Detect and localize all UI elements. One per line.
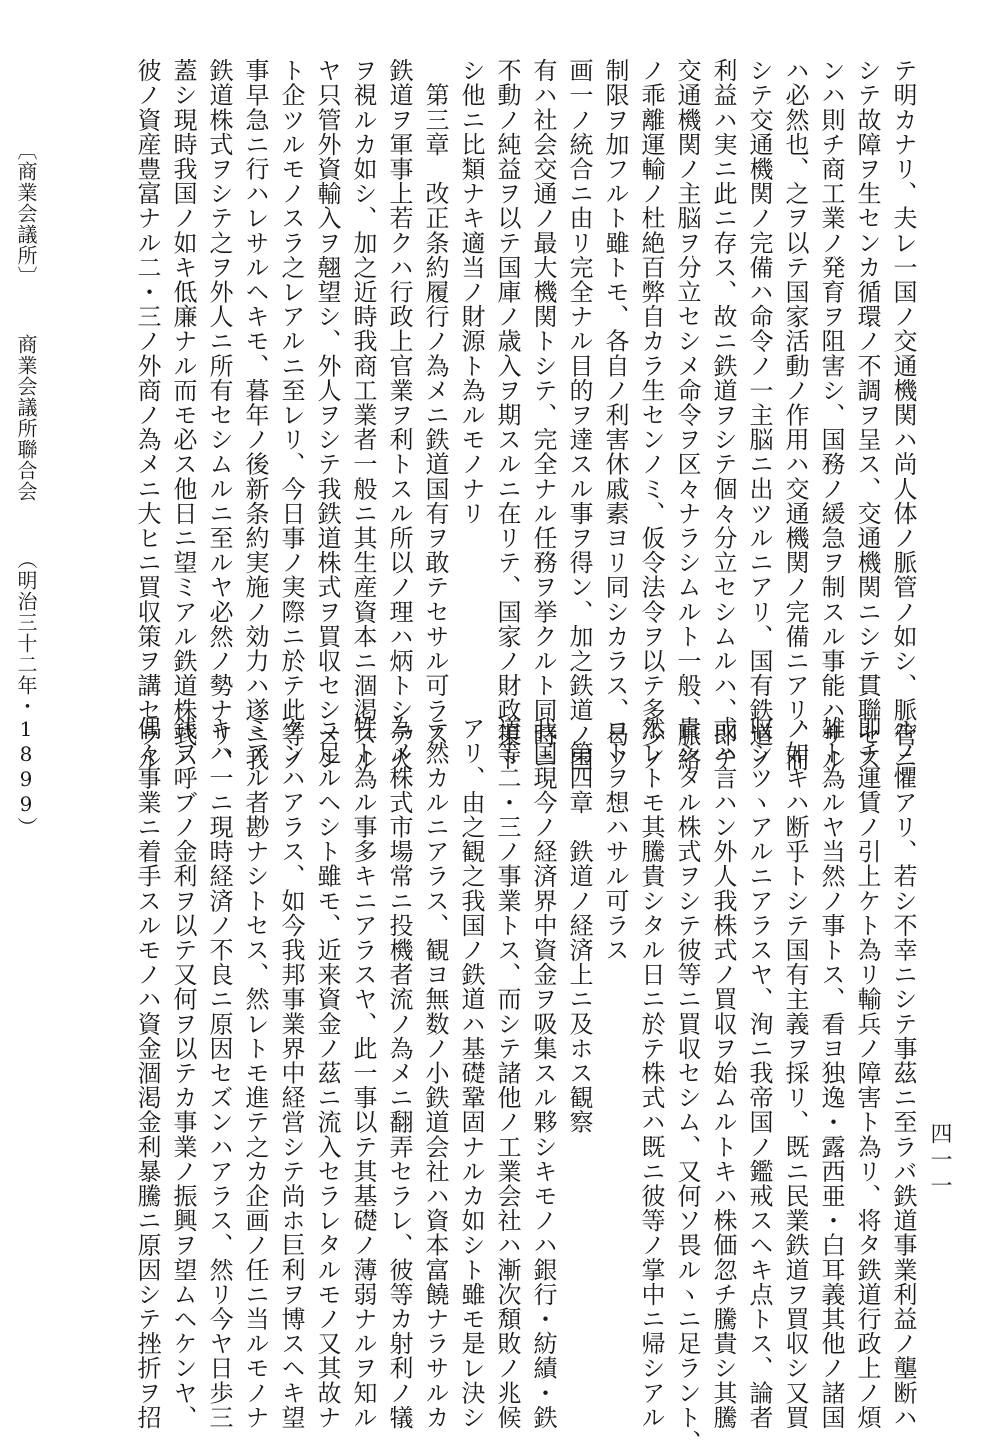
text-column: 偶々事業ニ着手スルモノハ資金涸渇金利暴騰ニ原因シテ挫折ヲ招 — [133, 716, 161, 1430]
text-column: ミアル者尠ナシトセス、然レトモ進テ之カ企画ノ任ニ当ルモノナ — [241, 716, 269, 1430]
source-footer — [14, 140, 38, 838]
text-column: コトヲ想ハサル可ラス — [601, 716, 629, 962]
text-column: 貴シタル株式ヲシテ彼等ニ買収セシム、又何ソ畏ルヽニ足ラント、 — [673, 716, 701, 1454]
text-column: 雑ト為ルヤ当然ノ事トス、看ヨ独逸・露西亜・白耳義其他ノ諸国 — [817, 716, 845, 1430]
text-column: 鉄道ヲ軍事上若クハ行政上官業ヲ利トスル所以ノ理ハ炳トシテ火 — [385, 58, 413, 772]
text-column: キハ一ニ現時経済ノ不良ニ原因セズンハアラス、然リ今ヤ日歩三 — [205, 716, 233, 1430]
text-column: 鉄道株式ヲシテ之ヲ外人ニ所有セシムルニ至ルヤ必然ノ勢ナリ、 — [205, 58, 233, 772]
text-column: 彼ノ資産豊富ナル二・三ノ外商ノ為メニ大ヒニ買収策ヲ講セラル — [133, 58, 161, 772]
text-column: ノ乖離運輸ノ杜絶百弊自カラ生センノミ、仮令法令ヲ以テ多少ノ — [637, 58, 665, 772]
text-column: ノ如キハ断乎トシテ国有主義ヲ採リ、既ニ民業鉄道ヲ買収シ又買 — [781, 716, 809, 1430]
text-column: ヤ只管外資輸入ヲ翹望シ、外人ヲシテ我鉄道株式ヲ買収セシメン — [313, 58, 341, 772]
text-column: 不動ノ純益ヲ以テ国庫ノ歳入ヲ期スルニ在リテ、国家ノ財政策ト — [493, 58, 521, 772]
text-column: 第四章 鉄道ノ経済上ニ及ホス観察 — [565, 716, 593, 1135]
text-column: 或ハ言ハン外人我株式ノ買収ヲ始ムルトキハ株価忽チ騰貴シ其騰 — [709, 716, 737, 1430]
text-column: 銭ヲ呼ブノ金利ヲ以テ又何ヲ以テカ事業ノ振興ヲ望ムヘケンヤ、 — [169, 716, 197, 1430]
text-column: 為メ株式市場常ニ投機者流ノ為メニ翻弄セラレ、彼等カ射利ノ犠 — [385, 716, 413, 1430]
text-column: 収シツヽアルニアラスヤ、洵ニ我帝国ノ鑑戒スヘキ点トス、論者 — [745, 716, 773, 1430]
text-column: ヲ視ルカ如シ、加之近時我商工業者一般ニ其生産資本ニ涸渇スル — [349, 58, 377, 772]
text-column: 蓋シ現時我国ノ如キ低廉ナル而モ必ス他日ニ望ミアル鉄道株式ハ — [169, 58, 197, 772]
text-column: ンハ則チ商工業ノ発育ヲ阻害シ、国務ノ緩急ヲ制スル事能ハサル — [817, 58, 845, 772]
text-column: 道等二・三ノ事業トス、而シテ諸他ノ工業会社ハ漸次頽敗ノ兆候 — [493, 716, 521, 1430]
text-column: 画一ノ統合ニ由リ完全ナル目的ヲ達スル事ヲ得ン、加之鉄道ノ国 — [565, 58, 593, 772]
text-column: 利益ハ実ニ此ニ存ス、故ニ鉄道ヲシテ個々分立セシムルハ、即チ — [709, 58, 737, 772]
text-column: シテ交通機関ノ完備ハ命令ノ一主脳ニ出ツルニアリ、国有鉄道ノ — [745, 58, 773, 772]
publisher-name: 商業会議所聯合会 — [14, 334, 38, 502]
text-column: 即チ運賃ノ引上ケト為リ輸兵ノ障害ト為リ、将タ鉄道行政上ノ煩 — [853, 716, 881, 1430]
text-column: シ他ニ比類ナキ適当ノ財源ト為ルモノナリ — [457, 58, 485, 526]
text-column: ルノ懼アリ、若シ不幸ニシテ事茲ニ至ラバ鉄道事業利益ノ壟断ハ — [889, 716, 917, 1430]
text-column: 事早急ニ行ハレサルヘキモ、暮年ノ後新条約実施ノ効力ハ遂ニ我 — [241, 58, 269, 772]
text-column: 然レトモ其騰貴シタル日ニ於テ株式ハ既ニ彼等ノ掌中ニ帰シアル — [637, 716, 665, 1430]
text-column: ト企ツルモノスラ之レアルニ至レリ、今日事ノ実際ニ於テ此等ノ — [277, 58, 305, 772]
page-number: 四一一 — [927, 1122, 952, 1200]
publication-date: （明治三十二年・1899） — [14, 549, 38, 838]
text-column: 有ハ社会交通ノ最大機関トシテ、完全ナル任務ヲ挙クルト同時ニ — [529, 58, 557, 772]
text-column: 牲ト為ル事多キニアラスヤ、此一事以テ其基礎ノ薄弱ナルヲ知ル — [349, 716, 377, 1430]
text-column: テ然カルニアラス、観ヨ無数ノ小鉄道会社ハ資本富饒ナラサルカ — [421, 716, 449, 1430]
text-column: 第三章 改正条約履行ノ為メニ鉄道国有ヲ敢テセサル可ラス — [421, 58, 449, 747]
text-column: ニ足ルヘシト雖モ、近来資金ノ茲ニ流入セラレタルモノ又其故ナ — [313, 716, 341, 1430]
text-column: クンハアラス、如今我邦事業界中経営シテ尚ホ巨利ヲ博スヘキ望 — [277, 716, 305, 1430]
text-column: 制限ヲ加フルト雖トモ、各自ノ利害休戚素ヨリ同シカラス、曷ソ — [601, 58, 629, 772]
upper-text-block — [129, 58, 921, 772]
text-column: 我国現今ノ経済界中資金ヲ吸集スル夥シキモノハ銀行・紡績・鉄 — [529, 716, 557, 1430]
text-column: 交通機関ノ主脳ヲ分立セシメ命令ヲ区々ナラシムルト一般、脈絡 — [673, 58, 701, 772]
text-column: アリ、由之観之我国ノ鉄道ハ基礎鞏固ナルカ如シト雖モ是レ決シ — [457, 716, 485, 1430]
source-label: 〔商業会議所〕 — [14, 140, 38, 287]
lower-text-block — [129, 716, 921, 1454]
text-column: ハ必然也、之ヲ以テ国家活動ノ作用ハ交通機関ノ完備ニアリ、而 — [781, 58, 809, 772]
text-column: シテ故障ヲ生センカ循環ノ不調ヲ呈ス、交通機関ニシテ貫聯セス — [853, 58, 881, 772]
text-column: テ明カナリ、夫レ一国ノ交通機関ハ尚人体ノ脈管ノ如シ、脈管ニ — [889, 58, 917, 772]
